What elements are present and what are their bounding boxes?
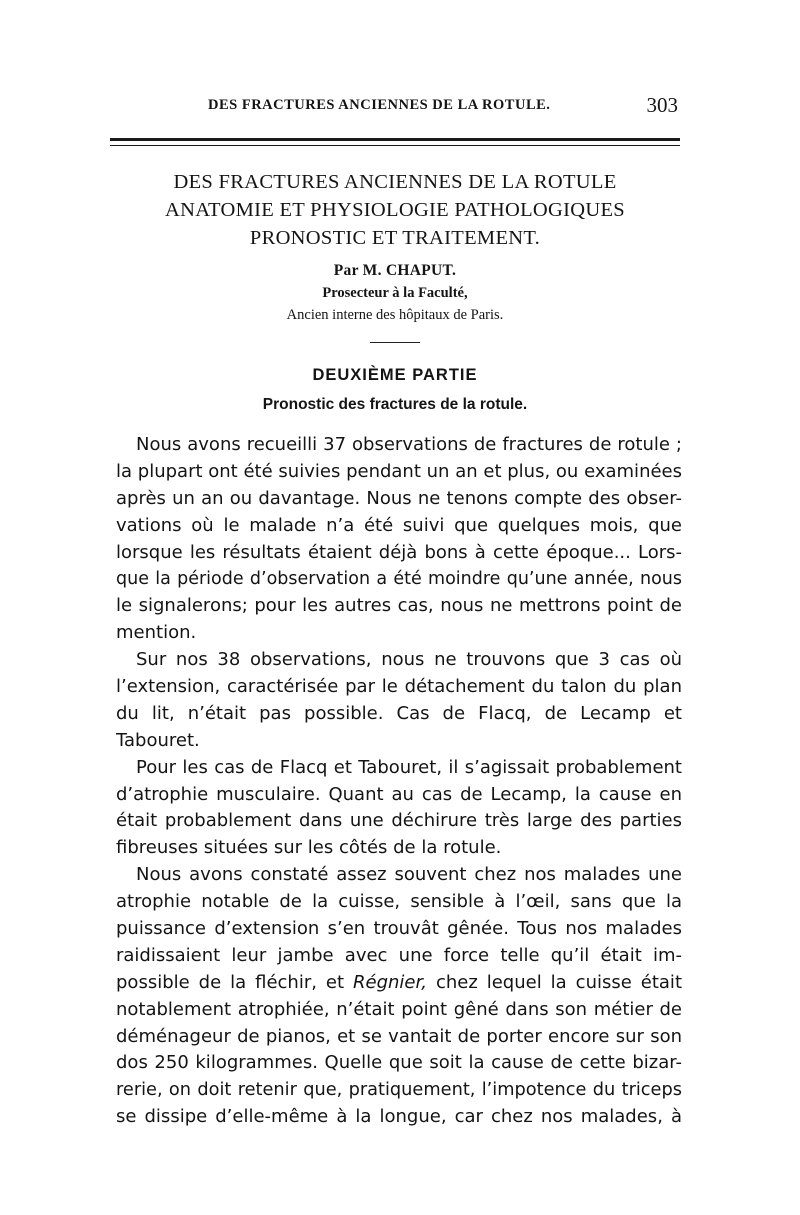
text-line: après un an ou davantage. Nous ne tenons compte des obser- [116,487,682,509]
text-line: rerie, on doit retenir que, pratiquement, l’impotence du triceps [116,1080,682,1101]
text-line: puissance d’extension s’en trouvât gênée. Tous nos malades [116,918,682,940]
text-segment: possible de la fléchir, et [116,971,354,993]
text-line: fibreuses situées sur les côtés de la rotule. [116,837,502,859]
text-line: l’extension, caractérisée par le détachement du talon du plan [116,676,682,698]
running-header [110,95,680,121]
paragraph [116,647,682,755]
text-segment: chez lequel la cuisse était [426,971,682,993]
header-rule-thick [110,138,680,141]
paragraph [116,432,682,647]
article-title-block [110,168,680,343]
article-title-line: ANATOMIE ET PHYSIOLOGIE PATHOLOGIQUES [164,199,626,221]
text-line: que la période d’observation a été moindre qu’une année, nous [116,569,682,590]
text-line: la plupart ont été suivies pendant un an et plus, ou examinées [116,460,682,482]
text-line: Pour les cas de Flacq et Tabouret, il s’agissait probablement [136,756,682,778]
italic-name: Régnier, [353,971,427,993]
text-line: du lit, n’était pas possible. Cas de Flacq, de Lecamp et [116,702,682,724]
text-line: déménageur de pianos, et se vantait de porter encore sur son [116,1025,682,1047]
article-title-line: PRONOSTIC ET TRAITEMENT. [249,227,541,249]
paragraph [116,755,682,863]
text-line: notablement atrophiée, n’était point gêné dans son métier de [116,998,682,1020]
text-line: Nous avons recueilli 37 observations de fractures de rotule ; [136,434,682,455]
text-line: se dissipe d’elle-même à la longue, car chez nos malades, à [116,1106,682,1128]
text-line: Tabouret. [116,729,200,751]
author-affiliation: Ancien interne des hôpitaux de Paris. [286,307,504,323]
text-line: était probablement dans une déchirure très large des parties [116,810,682,832]
article-title-line: DES FRACTURES ANCIENNES DE LA ROTULE [173,171,617,193]
paragraph [116,862,682,1131]
author-affiliation: Prosecteur à la Faculté, [322,285,468,301]
text-line: atrophie notable de la cuisse, sensible à l’œil, sans que la [116,891,682,913]
text-line: d’atrophie musculaire. Quant au cas de Lecamp, la cause en [116,783,682,805]
section-heading: Pronostic des fractures de la rotule. [262,396,528,413]
text-line: vations où le malade n’a été suivi que quelques mois, que [116,514,682,536]
text-line: lorsque les résultats étaient déjà bons à cette époque... Lors- [116,541,682,563]
text-line: le signalerons; pour les autres cas, nous ne mettrons point de [116,595,682,617]
page-number: 303 [646,93,678,117]
part-heading: DEUXIÈME PARTIE [312,366,478,384]
article-author: Par M. CHAPUT. [333,262,457,279]
title-separator-rule [370,342,420,343]
text-line [116,970,682,997]
text-line: mention. [116,622,197,644]
text-line: raidissaient leur jambe avec une force telle qu’il était im- [116,944,682,966]
article-body [116,432,682,1131]
text-line: Nous avons constaté assez souvent chez nos malades une [136,864,682,886]
running-title: DES FRACTURES ANCIENNES DE LA ROTULE. [208,97,551,113]
text-line: dos 250 kilogrammes. Quelle que soit la cause de cette bizar- [116,1052,682,1074]
text-line: Sur nos 38 observations, nous ne trouvons que 3 cas où [136,649,682,671]
header-rule-thin [110,145,680,146]
